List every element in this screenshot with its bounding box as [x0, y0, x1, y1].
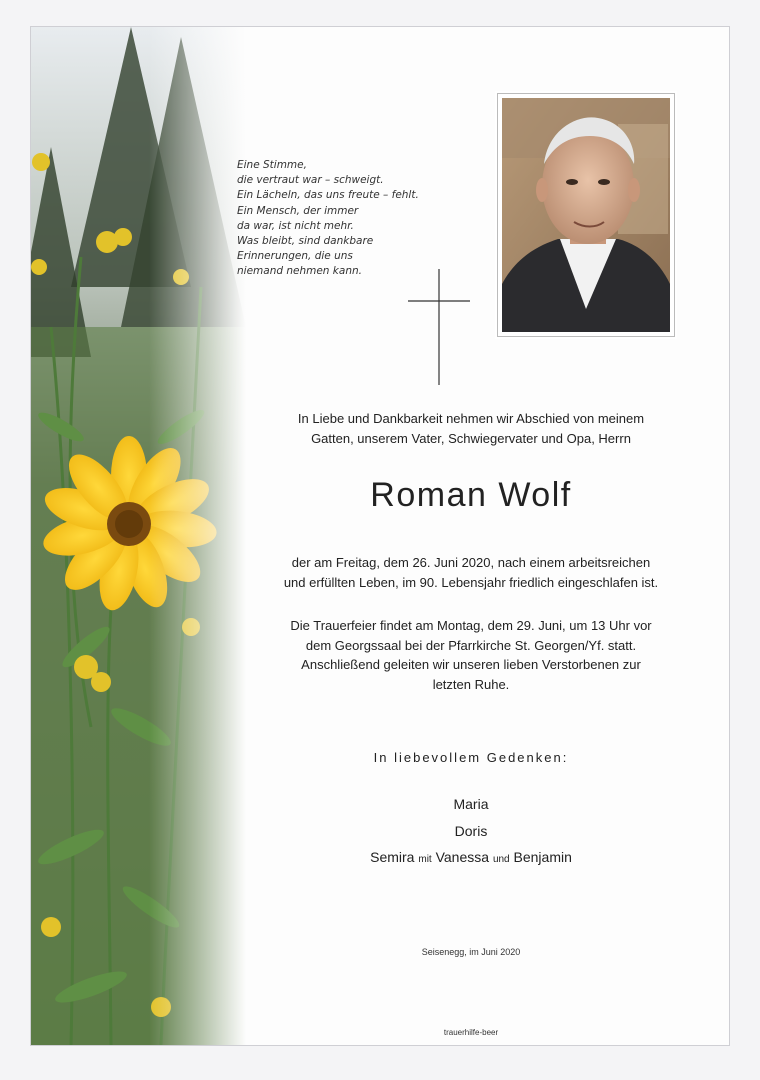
mourner: Doris — [454, 822, 488, 839]
death-notice — [243, 553, 699, 593]
poem-line: da war, ist nicht mehr. — [237, 219, 354, 232]
poem-line: Ein Lächeln, das uns freute – fehlt. — [237, 189, 419, 202]
funeral-line: Anschließend geleiten wir unseren lieben Verstorbenen zur — [301, 657, 641, 672]
intro-line: In Liebe und Dankbarkeit nehmen wir Abschied von meinem — [297, 411, 645, 426]
flower-photo — [31, 27, 246, 1045]
funeral-line: dem Georgssaal bei der Pfarrkirche St. Georgen/Yf. statt. — [305, 637, 637, 653]
conjunction: mit — [418, 854, 432, 865]
poem — [237, 158, 467, 280]
deceased-name: Roman Wolf — [370, 476, 572, 514]
poem-line: Eine Stimme, — [237, 159, 307, 171]
intro-text — [251, 409, 691, 449]
mourner-group — [251, 844, 691, 874]
mourners-list — [251, 791, 691, 874]
mourner: Semira — [370, 849, 415, 865]
conjunction: und — [492, 854, 510, 865]
poem-line: Was bleibt, sind dankbare — [237, 235, 374, 248]
obituary-card — [30, 26, 730, 1046]
funeral-line: Die Trauerfeier findet am Montag, dem 29. Juni, um 13 Uhr vor — [290, 618, 652, 633]
latin-cross-icon — [407, 267, 471, 387]
mourner: Vanessa — [435, 849, 490, 865]
funeral-details — [243, 616, 699, 694]
mourner: Benjamin — [513, 849, 572, 865]
memory-heading: In liebevollem Gedenken: — [373, 750, 569, 765]
death-notice-line: und erfüllten Leben, im 90. Lebensjahr friedlich eingeschlafen ist. — [283, 575, 659, 590]
poem-line: Ein Mensch, der immer — [237, 204, 359, 217]
intro-line: Gatten, unserem Vater, Schwiegervater und Opa, Herrn — [311, 431, 631, 446]
funeral-home-credit: trauerhilfe-beer — [443, 1028, 499, 1037]
funeral-line: letzten Ruhe. — [432, 676, 510, 692]
mourner: Maria — [453, 796, 489, 812]
poem-line: niemand nehmen kann. — [237, 265, 362, 278]
death-notice-line: der am Freitag, dem 26. Juni 2020, nach einem arbeitsreichen — [291, 555, 651, 570]
poem-line: die vertraut war – schweigt. — [237, 174, 384, 187]
place-date: Seisenegg, im Juni 2020 — [421, 947, 521, 957]
portrait-photo — [497, 93, 675, 337]
poem-line: Erinnerungen, die uns — [237, 250, 353, 263]
